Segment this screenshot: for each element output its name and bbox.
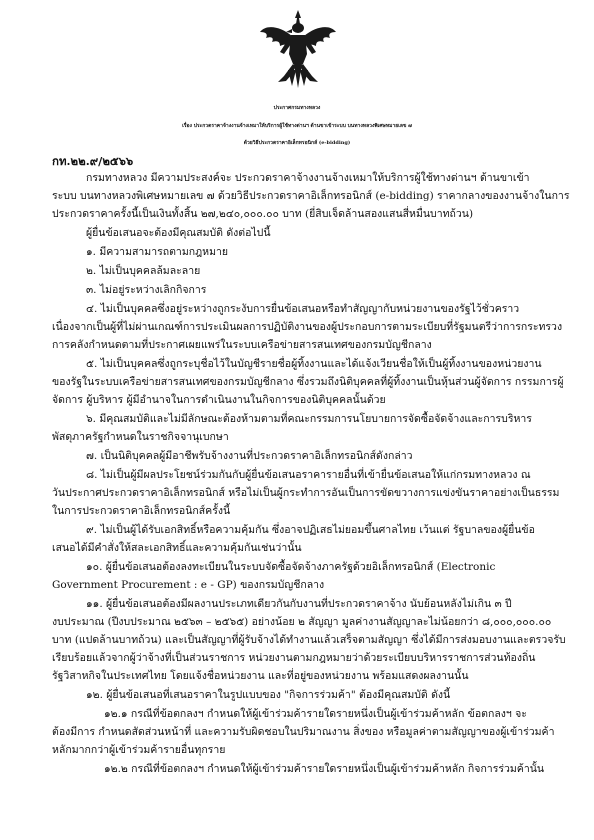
qualification-line: วันประกาศประกวดราคาอิเล็กทรอนิกส์ หรือไม่เป็นผู้กระทำการอันเป็นการขัดขวางการแข่งขันราคาอย่างเป็นธรรม xyxy=(52,487,560,499)
qualification-line: รัฐวิสาหกิจในประเทศไทย โดยแจ้งชื่อหน่วยงาน และที่อยู่ของหน่วยงาน พร้อมแสดงผลงานนั้น xyxy=(52,670,469,682)
qualification-line: ต้องมีการ กำหนดสัดส่วนหน้าที่ และความรับผิดชอบในปริมาณงาน สิ่งของ หรือมูลค่าตามสัญญาของผู้เข้าร่วมค้า xyxy=(52,726,555,738)
announcement-subject-line-1: เรื่อง ประกวดราคาจ้างงานจ้างเหมาให้บริการผู้ใช้ทางด่านฯ ด้านขาเข้าระบบ บนทางหลวงพิเศษหมายเลข ๗ xyxy=(182,123,412,129)
qualification-line: ๑. มีความสามารถตามกฎหมาย xyxy=(86,246,229,258)
qualification-line: งบประมาณ (ปีงบประมาณ ๒๕๖๓ – ๒๕๖๕) อย่างน้อย ๒ สัญญา มูลค่างานสัญญาละไม่น้อยกว่า ๘,๐๐๐,๐๐๐.๐๐ xyxy=(52,616,552,628)
qualification-line: ๒. ไม่เป็นบุคคลล้มละลาย xyxy=(86,265,201,277)
qualification-line: ๗. เป็นนิติบุคคลผู้มีอาชีพรับจ้างงานที่ประกวดราคาอิเล็กทรอนิกส์ดังกล่าว xyxy=(86,450,413,462)
qualification-line: เสนอได้มีคำสั่งให้สละเอกสิทธิ์และความคุ้มกันเช่นว่านั้น xyxy=(52,542,302,554)
qualification-intro: ผู้ยื่นข้อเสนอจะต้องมีคุณสมบัติ ดังต่อไปนี้ xyxy=(86,227,271,239)
qualification-line: ๕. ไม่เป็นบุคคลซึ่งถูกระบุชื่อไว้ในบัญชีรายชื่อผู้ทิ้งงานและได้แจ้งเวียนชื่อให้เป็นผู้ทิ้งงานของหน่วยงาน xyxy=(86,358,542,370)
qualification-line: ๑๒.๑ กรณีที่ข้อตกลงฯ กำหนดให้ผู้เข้าร่วมค้ารายใดรายหนึ่งเป็นผู้เข้าร่วมค้าหลัก ข้อตกลงฯ จะ xyxy=(104,708,527,720)
qualification-line: ในการประกวดราคาอิเล็กทรอนิกส์ครั้งนี้ xyxy=(52,505,231,517)
qualification-line: การคลังกำหนดตามที่ประกาศเผยแพร่ในระบบเครือข่ายสารสนเทศของกรมบัญชีกลาง xyxy=(52,339,432,351)
qualification-line: ๓. ไม่อยู่ระหว่างเลิกกิจการ xyxy=(86,284,207,296)
qualification-line: Government Procurement : e - GP) ของกรมบัญชีกลาง xyxy=(52,579,325,591)
qualification-line: ๑๐. ผู้ยื่นข้อเสนอต้องลงทะเบียนในระบบจัดซื้อจัดจ้างภาครัฐด้วยอิเล็กทรอนิกส์ (Electronic xyxy=(86,561,496,573)
intro-line: ประกวดราคาครั้งนี้เป็นเงินทั้งสิ้น ๒๗,๒๔๐,๐๐๐.๐๐ บาท (ยี่สิบเจ็ดล้านสองแสนสี่หมื่นบาทถ้วน) xyxy=(52,208,474,220)
intro-line: ระบบ บนทางหลวงพิเศษหมายเลข ๗ ด้วยวิธีประกวดราคาอิเล็กทรอนิกส์ (e-bidding) ราคากลางของงานจ้างในการ xyxy=(52,190,570,202)
qualification-line: ๑๒. ผู้ยื่นข้อเสนอที่เสนอราคาในรูปแบบของ "กิจการร่วมค้า" ต้องมีคุณสมบัติ ดังนี้ xyxy=(86,689,451,701)
announcement-subject-line-2: ด้วยวิธีประกวดราคาอิเล็กทรอนิกส์ (e-bidding) xyxy=(243,140,351,146)
qualification-line: ของรัฐในระบบเครือข่ายสารสนเทศของกรมบัญชีกลาง ซึ่งรวมถึงนิติบุคคลที่ผู้ทิ้งงานเป็นหุ้นส่วนผู้จัดการ กรรมการผู้ xyxy=(52,376,564,388)
document-number: กท.๒๒.๙/๒๕๖๖ xyxy=(52,154,134,168)
announcement-org: ประกาศกรมทางหลวง xyxy=(273,105,321,111)
qualification-line: บาท (แปดล้านบาทถ้วน) และเป็นสัญญาที่ผู้รับจ้างได้ทำงานแล้วเสร็จตามสัญญา ซึ่งได้มีการส่งมอบงานและตรวจรับ xyxy=(52,634,566,646)
qualification-line: หลักมากกว่าผู้เข้าร่วมค้ารายอื่นทุกราย xyxy=(52,744,226,756)
qualification-line: ๑๑. ผู้ยื่นข้อเสนอต้องมีผลงานประเภทเดียวกันกับงานที่ประกวดราคาจ้าง นับย้อนหลังไม่เกิน ๓ ปี xyxy=(86,598,512,610)
intro-line: กรมทางหลวง มีความประสงค์จะ ประกวดราคาจ้างงานจ้างเหมาให้บริการผู้ใช้ทางด่านฯ ด้านขาเข้า xyxy=(86,172,530,184)
garuda-emblem-icon xyxy=(258,8,338,90)
qualification-line: ๖. มีคุณสมบัติและไม่มีลักษณะต้องห้ามตามที่คณะกรรมการนโยบายการจัดซื้อจัดจ้างและการบริหาร xyxy=(86,413,532,425)
qualification-line: ๑๒.๒ กรณีที่ข้อตกลงฯ กำหนดให้ผู้เข้าร่วมค้ารายใดรายหนึ่งเป็นผู้เข้าร่วมค้าหลัก กิจการร่วมค้านั้น xyxy=(104,763,545,775)
qualification-line: ๔. ไม่เป็นบุคคลซึ่งอยู่ระหว่างถูกระงับการยื่นข้อเสนอหรือทำสัญญากับหน่วยงานของรัฐไว้ชั่วคราว xyxy=(86,303,520,315)
qualification-line: จัดการ ผู้บริหาร ผู้มีอำนาจในการดำเนินงานในกิจการของนิติบุคคลนั้นด้วย xyxy=(52,394,386,406)
qualification-line: พัสดุภาครัฐกำหนดในราชกิจจานุเบกษา xyxy=(52,431,229,443)
qualification-line: ๘. ไม่เป็นผู้มีผลประโยชน์ร่วมกันกับผู้ยื่นข้อเสนอราคารายอื่นที่เข้ายื่นข้อเสนอให้แก่กรมทางหลวง ณ xyxy=(86,469,531,481)
qualification-line: เรียบร้อยแล้วจากผู้ว่าจ้างที่เป็นส่วนราชการ หน่วยงานตามกฎหมายว่าด้วยระเบียบบริหารราชการส่วนท้องถิ่น xyxy=(52,652,536,664)
qualification-line: ๙. ไม่เป็นผู้ได้รับเอกสิทธิ์หรือความคุ้มกัน ซึ่งอาจปฏิเสธไม่ยอมขึ้นศาลไทย เว้นแต่ รัฐบาลของผู้ยื่นข้อ xyxy=(86,524,535,536)
qualification-line: เนื่องจากเป็นผู้ที่ไม่ผ่านเกณฑ์การประเมินผลการปฏิบัติงานของผู้ประกอบการตามระเบียบที่รัฐมนตรีว่าการกระทรวง xyxy=(52,321,563,333)
